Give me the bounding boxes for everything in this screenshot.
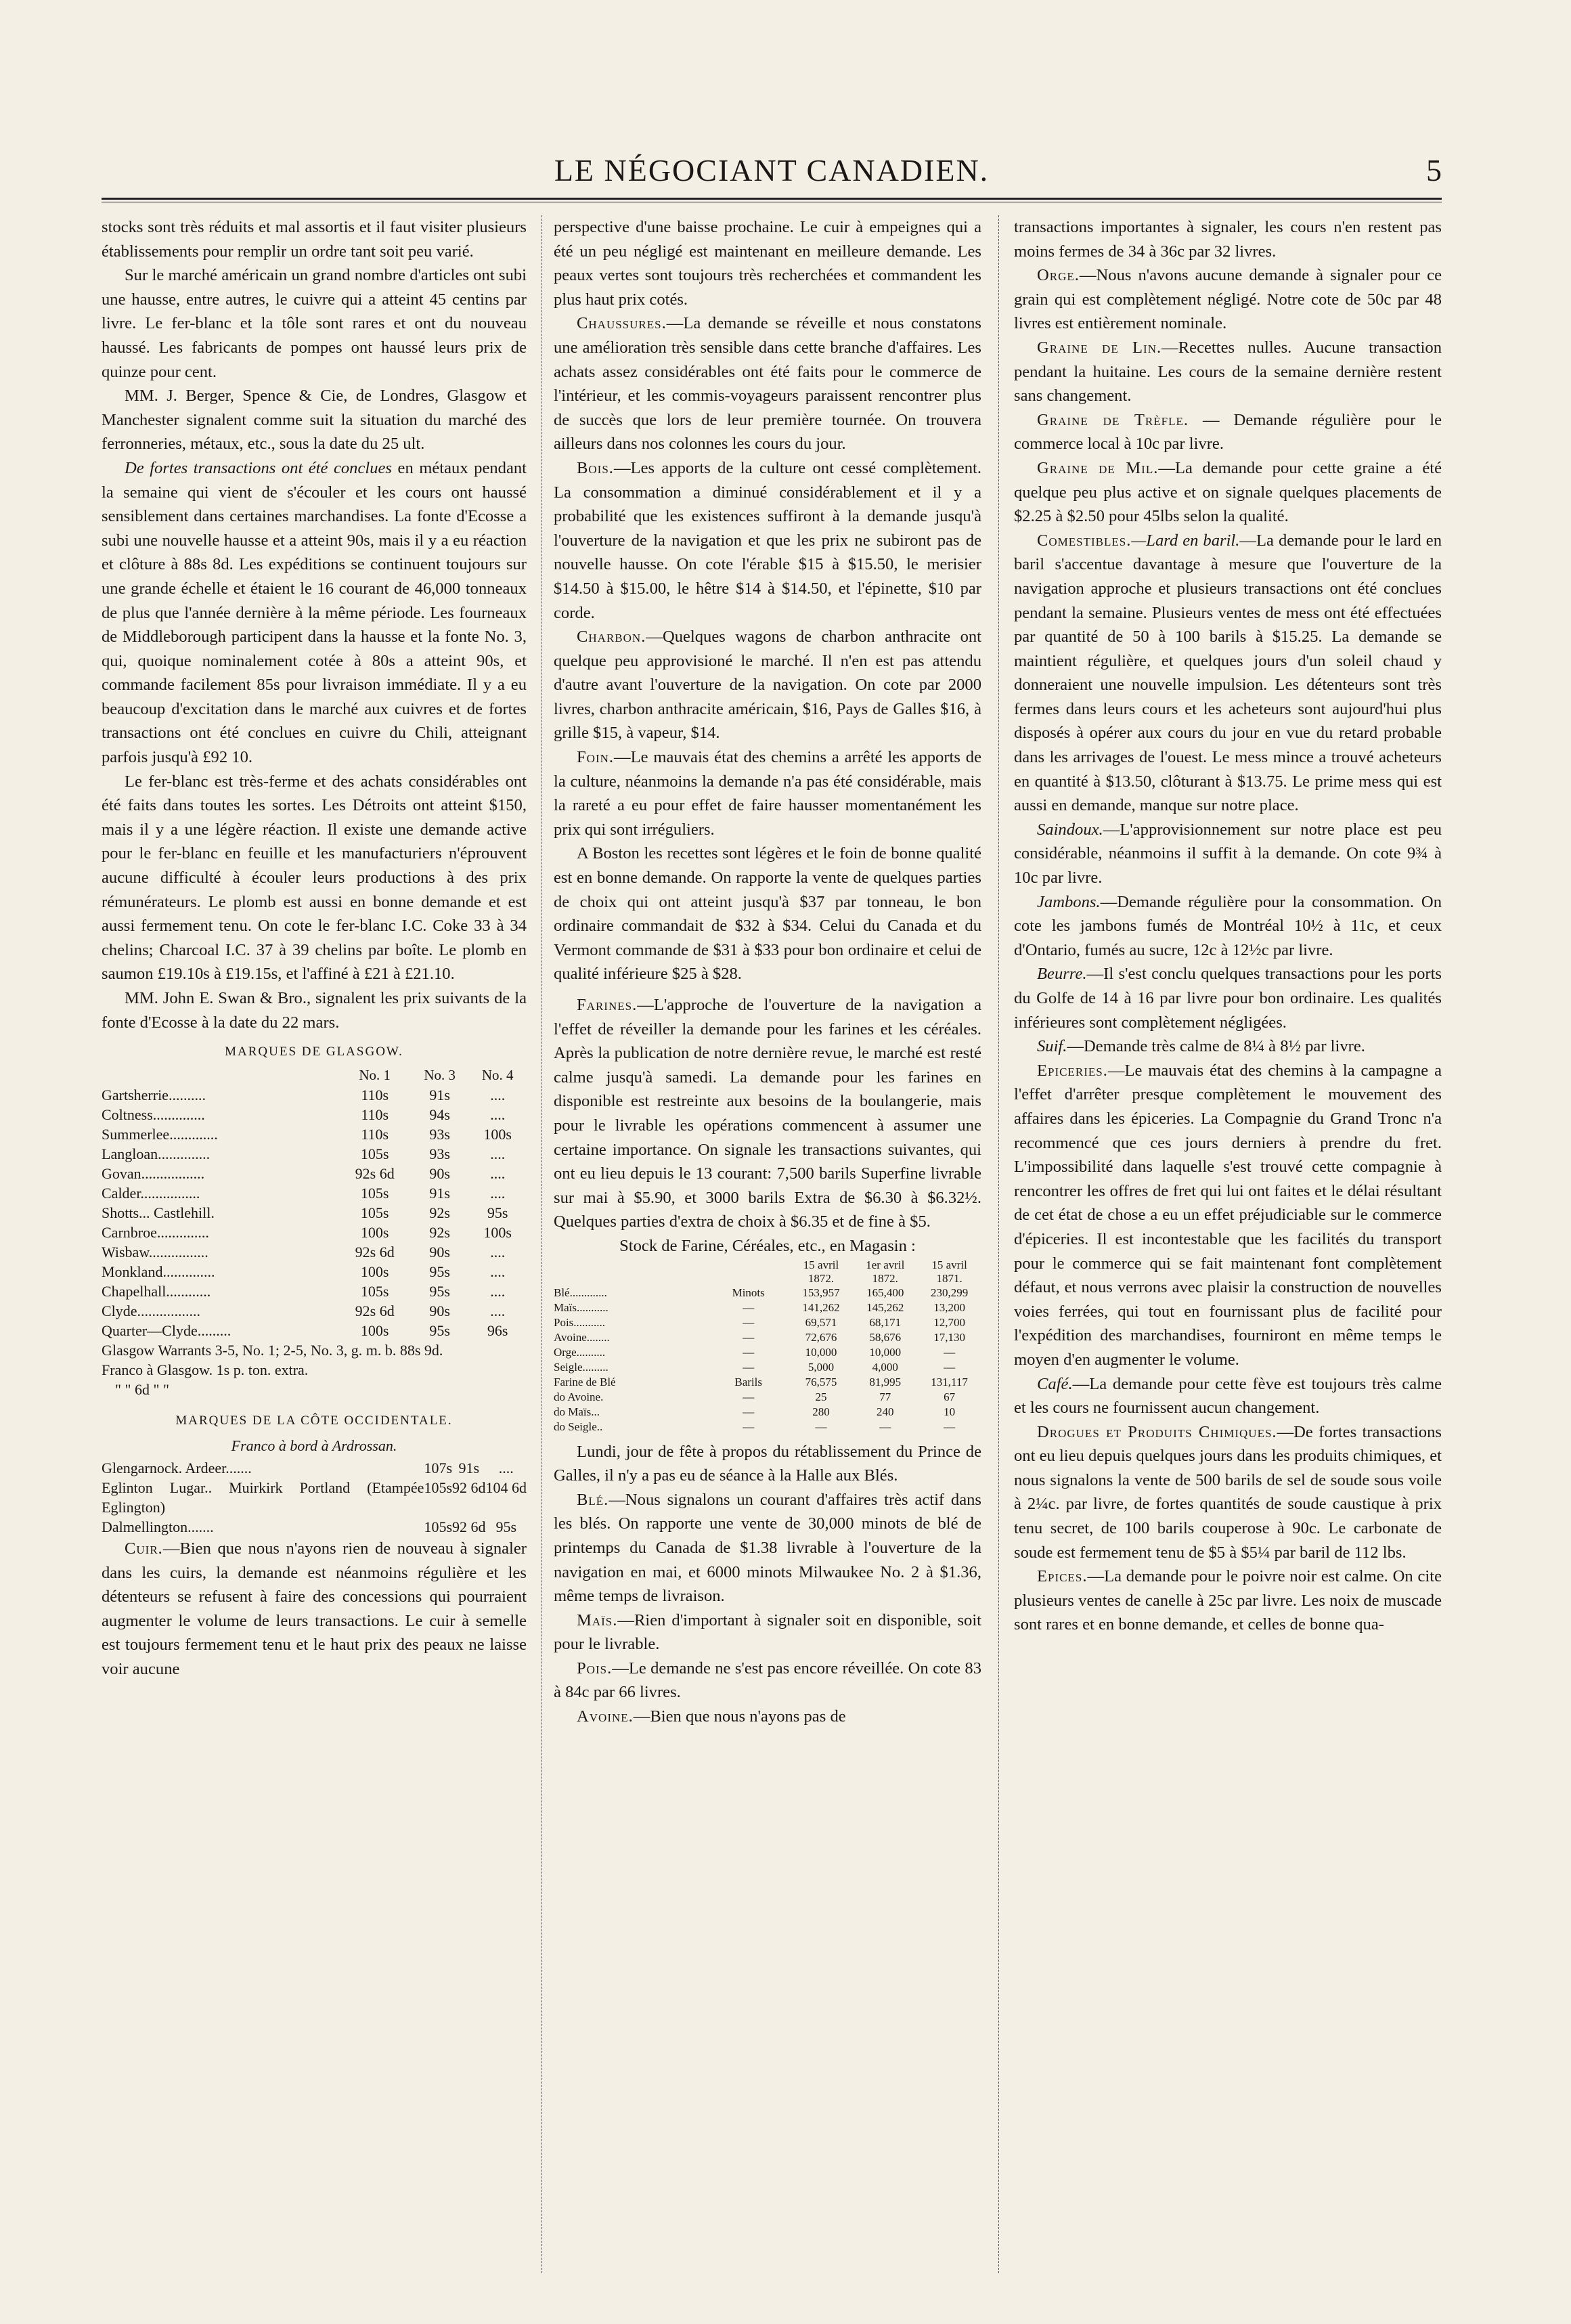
table-row	[102, 1242, 527, 1262]
paragraph-text: —L'approvisionnement sur notre place est peu considérable, néanmoins il suffit à la demande. On cote 9¾ à 10c par livre.	[1014, 820, 1442, 887]
value-cell: —	[743, 1360, 755, 1374]
section-lead: Suif.	[1037, 1037, 1067, 1056]
table-header-row	[102, 1066, 527, 1085]
value-cell: —	[743, 1405, 755, 1418]
paragraph	[1014, 1034, 1442, 1059]
row-label-cell: Clyde.................	[102, 1302, 201, 1319]
value-cell: 105s	[360, 1204, 389, 1221]
value-cell: 76,575	[805, 1375, 837, 1388]
value-cell: 69,571	[805, 1315, 837, 1329]
table-row	[102, 1085, 527, 1105]
value-cell: 95s	[495, 1518, 517, 1535]
paragraph-text: —Bien que nous n'ayons pas de	[633, 1707, 846, 1726]
italic-lead: De fortes transactions ont été conclues	[125, 458, 393, 477]
table-header-row	[554, 1258, 981, 1286]
row-label-cell: Pois...........	[554, 1315, 606, 1329]
paragraph-text: —Le mauvais état des chemins à la campagne a l'effet d'arrêter presque complètement le mouvement des affaires dans les épiceries. La Compagnie du Grand Tronc n'a recommencé que ces jours derniers à prendre du fret. L'impossibilité dans laquelle s'est trouvé cette compagnie à rencontrer les offres de fret qui lui ont faites et le délai résultant de cet état de chose a eu un effet préjudiciable sur le commerce d'épiceries. Il est incontestable que les facilités du transport pour le commerce qui se fait maintenant font complètement défaut, et nous verrons avec plaisir la construction de nouvelles voies ferrées, qui tout en fournissant plus de facilité pour l'expédition des marchandises, fourniront en même temps le moyen d'en augmenter le volume.	[1014, 1061, 1442, 1369]
paragraph	[1014, 456, 1442, 529]
section-lead: Blé.	[577, 1490, 609, 1509]
stock-table-title: Stock de Farine, Céréales, etc., en Magasin :	[619, 1236, 916, 1255]
row-label-cell: Coltness..............	[102, 1105, 205, 1123]
value-cell: 93s	[429, 1145, 450, 1162]
section-lead: Drogues et Produits Chimiques.	[1037, 1422, 1277, 1441]
value-cell: 93s	[429, 1125, 450, 1143]
row-label-cell: Seigle.........	[554, 1360, 609, 1374]
value-cell: 100s	[483, 1125, 512, 1143]
paragraph-text: —Demande très calme de 8¼ à 8½ par livre.	[1067, 1037, 1365, 1056]
west-coast-table-title: MARQUES DE LA CÔTE OCCIDENTALE.	[175, 1413, 453, 1428]
value-cell: 10,000	[869, 1345, 902, 1359]
table-header-cell: No. 3	[424, 1066, 456, 1083]
paragraph-text: —Nous n'avons aucune demande à signaler pour ce grain qui est complètement négligé. Notre cote de 50c par 48 livres est entièrement nominale.	[1014, 266, 1442, 333]
paragraph-text: —L'approche de l'ouverture de la navigation a l'effet de réveiller la demande pour les farines et les céréales. Après la publication de notre dernière revue, le marché est resté calme jusqu'à samedi. La demande pour les farines en disponible est restreinte aux besoins de la boulangerie, mais pour le livrable les opérations commencent à assumer une certaine importance. On signale les transactions suivantes, qui ont eu lieu depuis le 13 courant: 7,500 barils Superfine livrable sur mai à $5.90, et 3000 barils Extra de $6.30 à $6.32½. Quelques parties d'extra de choix à $6.35 et de fine à $5.	[554, 996, 981, 1231]
paragraph: perspective d'une baisse prochaine. Le cuir à empeignes qui a été un peu négligé est maintenant en meilleure demande. Les peaux vertes sont toujours très recherchées et commandent les plus haut prix cotés.	[554, 218, 981, 309]
table-row	[554, 1375, 981, 1390]
table-row	[102, 1301, 527, 1321]
row-label-cell: Govan.................	[102, 1164, 205, 1182]
paragraph	[102, 456, 527, 770]
west-coast-price-table	[102, 1458, 527, 1537]
row-label-cell: Langloan..............	[102, 1145, 211, 1162]
value-cell: 94s	[429, 1105, 450, 1123]
paragraph	[1014, 1420, 1442, 1565]
paragraph-text: —Les apports de la culture ont cessé complètement. La consommation a diminué considérablement et il y a probabilité que les existences suffiront à la demande jusqu'à l'ouverture de la navigation et que les prix ne subiront pas de nouvelle hausse. On cote l'érable $15 à $15.50, le merisier $14.50 à $15.00, le hêtre $14 à $14.50, et l'épinette, $10 par corde.	[554, 458, 981, 622]
paragraph	[1014, 962, 1442, 1034]
paragraph: MM. John E. Swan & Bro., signalent les prix suivants de la fonte d'Ecosse à la date du 22 mars.	[102, 989, 527, 1032]
value-cell: ....	[490, 1282, 506, 1300]
table-body	[102, 1085, 527, 1340]
paragraph-text: —Quelques wagons de charbon anthracite ont quelque peu approvisioné le marché. Il n'en est pas attendu d'autre avant l'ouverture de la navigation. On cote par 2000 livres, charbon anthracite américain, $16, Pays de Galles $16, à grille $15, à vapeur, $14.	[554, 628, 981, 743]
table-header-cell: No. 1	[359, 1066, 391, 1083]
section-lead: Café.	[1037, 1374, 1073, 1393]
paragraph	[1014, 1059, 1442, 1372]
paragraph-text: —Bien que nous n'ayons rien de nouveau à signaler dans les cuirs, la demande est néanmoins régulière et les détenteurs se refusent à faire des concessions qui pourraient augmenter le volume de leurs transactions. Le cuir à semelle est toujours fermement tenu et le haut prix des peaux ne laisse voir aucune	[102, 1539, 527, 1678]
value-cell: Minots	[732, 1286, 765, 1299]
table-row	[102, 1183, 527, 1203]
row-label-cell: Orge..........	[554, 1345, 606, 1359]
value-cell: 95s	[429, 1321, 450, 1339]
header-rule	[102, 198, 1442, 202]
table-header-cell: 1er avril 1872.	[866, 1258, 905, 1285]
value-cell: 100s	[360, 1263, 389, 1280]
section-lead: Cuir.	[125, 1539, 163, 1558]
value-cell: 131,117	[931, 1375, 968, 1388]
paragraph-text: en métaux pendant la semaine qui vient de s'écouler et les cours ont haussé sensiblement dans certaines marchandises. La fonte d'Ecosse a subi une nouvelle hausse et a atteint 90s, mais il y a eu réaction et clôture à 88s 8d. Les expéditions se continuent toujours sur une grande échelle et étaient le 16 courant de 46,000 tonneaux de plus que l'année dernière à la même période. Les fourneaux de Middleborough participent dans la hausse et la fonte No. 3, qui, quoique nominalement cotée à 80s a atteint 90s, et commande facilement 85s pour livraison immédiate. Il y a eu beaucoup d'excitation dans le marché aux cuivres et de fortes transactions ont été conclues en cuivre du Chili, atteignant parfois jusqu'à £92 10.	[102, 458, 527, 767]
paragraph	[1014, 263, 1442, 336]
value-cell: 141,262	[802, 1300, 840, 1314]
table-row	[554, 1286, 981, 1300]
section-lead: Foin.	[577, 748, 615, 767]
value-cell: ....	[490, 1302, 506, 1319]
value-cell: ....	[490, 1263, 506, 1280]
value-cell: —	[944, 1360, 956, 1374]
value-cell: ....	[490, 1184, 506, 1202]
value-cell: 104 6d	[485, 1478, 527, 1496]
value-cell: —	[743, 1330, 755, 1344]
value-cell: 92 6d	[452, 1478, 486, 1496]
row-label-cell: Glengarnock. Ardeer.......	[102, 1459, 252, 1476]
row-label-cell: Maïs...........	[554, 1300, 609, 1314]
paragraph	[1014, 408, 1442, 456]
value-cell: 110s	[361, 1086, 389, 1103]
table-row	[554, 1360, 981, 1375]
value-cell: 91s	[458, 1459, 480, 1476]
value-cell: 72,676	[805, 1330, 837, 1344]
section-lead: Graine de Lin.	[1037, 338, 1162, 357]
row-label-cell: Calder................	[102, 1184, 200, 1202]
value-cell: 12,700	[933, 1315, 965, 1329]
paragraph	[102, 1537, 527, 1682]
row-label-cell: Blé.............	[554, 1286, 607, 1299]
table-row	[102, 1458, 527, 1478]
section-lead: Epiceries.	[1037, 1061, 1108, 1080]
paragraph	[554, 1608, 981, 1657]
value-cell: 105s	[424, 1518, 452, 1535]
column-divider	[541, 215, 542, 2273]
value-cell: 230,299	[930, 1286, 969, 1299]
paragraph	[554, 993, 981, 1234]
value-cell: ....	[490, 1086, 506, 1103]
value-cell: 81,995	[869, 1375, 902, 1388]
stock-table	[554, 1258, 981, 1434]
paragraph	[554, 1657, 981, 1705]
section-lead: Pois.	[577, 1659, 613, 1678]
table-row	[554, 1405, 981, 1420]
masthead-title: LE NÉGOCIANT CANADIEN.	[554, 153, 990, 188]
paragraph	[1014, 529, 1442, 818]
paragraph-text: —De fortes transactions ont eu lieu depuis quelques jours dans les produits chimiques, et nous signalons la vente de 500 barils de sel de soude sous voile à 2¼c. par livre, de fortes quantités de soude caustique à prix tenu secret, de 100 barils couperose à 90c. Le carbonate de soude est fermement tenu de $5 à $5¼ par baril de 112 lbs.	[1014, 1422, 1442, 1562]
column-2	[554, 215, 981, 2273]
paragraph-text: —Demande régulière pour la consommation. On cote les jambons fumés de Montréal 10½ à 11c, et ceux d'Ontario, fumés au sucre, 12c à 12½c par livre.	[1014, 892, 1442, 959]
value-cell: —	[743, 1420, 755, 1433]
value-cell: 90s	[429, 1243, 450, 1260]
value-cell: 58,676	[869, 1330, 902, 1344]
row-label-cell: Quarter—Clyde.........	[102, 1321, 231, 1339]
table-row	[554, 1300, 981, 1315]
paragraph: MM. J. Berger, Spence & Cie, de Londres, Glasgow et Manchester signalent comme suit la situation du marché des ferronneries, métaux, etc., sous la date du 25 ult.	[102, 387, 527, 454]
table-row	[102, 1124, 527, 1144]
value-cell: 240	[877, 1405, 894, 1418]
value-cell: 95s	[429, 1263, 450, 1280]
italic-lead: —Lard en baril.	[1131, 531, 1240, 550]
value-cell: 92s 6d	[355, 1302, 395, 1319]
section-lead: Avoine.	[577, 1707, 634, 1726]
column-3	[1014, 215, 1442, 2273]
value-cell: 153,957	[802, 1286, 840, 1299]
paragraph	[554, 1488, 981, 1608]
table-body	[102, 1458, 527, 1537]
value-cell: 90s	[429, 1302, 450, 1319]
value-cell: 105s	[360, 1145, 389, 1162]
paragraph: Le fer-blanc est très-ferme et des achats considérables ont été faits dans toutes les sortes. Les Détroits ont atteint $150, mais il y a une légère réaction. Il existe une demande active pour le fer-blanc en feuille et les manufacturiers n'éprouvent aucune difficulté à écouler leurs productions à des prix rémunérateurs. Le plomb est aussi en bonne demande et est aussi fermement tenu. On cote le fer-blanc I.C. Coke 33 à 34 chelins; Charcoal I.C. 37 à 39 chelins par boîte. Le plomb en saumon £19.10s à £19.15s, et l'affiné à £21 à £21.10.	[102, 772, 527, 984]
value-cell: —	[743, 1315, 755, 1329]
value-cell: —	[743, 1345, 755, 1359]
paragraph: stocks sont très réduits et mal assortis et il faut visiter plusieurs établissements pour remplir un ordre tant soit peu varié.	[102, 218, 527, 261]
table-row	[102, 1262, 527, 1281]
table-header-cell	[554, 1258, 708, 1286]
value-cell: 95s	[487, 1204, 508, 1221]
table-header-cell: 15 avril 1872.	[803, 1258, 839, 1285]
table-header-cell	[102, 1066, 338, 1085]
paragraph: Lundi, jour de fête à propos du rétablissement du Prince de Galles, il n'y a pas eu de séance à la Halle aux Blés.	[554, 1442, 981, 1485]
value-cell: 67	[944, 1390, 956, 1403]
value-cell: 4,000	[872, 1360, 898, 1374]
paragraph-text: — Demande régulière pour le commerce local à 10c par livre.	[1014, 410, 1442, 454]
value-cell: 77	[879, 1390, 891, 1403]
value-cell: 110s	[361, 1125, 389, 1143]
value-cell: 145,262	[866, 1300, 904, 1314]
section-lead: Beurre.	[1037, 965, 1087, 984]
value-cell: 68,171	[869, 1315, 902, 1329]
value-cell: —	[743, 1390, 755, 1403]
value-cell: —	[944, 1420, 956, 1433]
paragraph-text: —Nous signalons un courant d'affaires très actif dans les blés. On rapporte une vente de 30,000 minots de blé de printemps du Canada de $1.38 livrable à l'ouverture de la navigation en mai, et 6000 minots Milwaukee No. 2 à $1.36, même temps de livraison.	[554, 1490, 981, 1606]
table-note: " " 6d " "	[115, 1380, 169, 1398]
value-cell: 100s	[483, 1223, 512, 1241]
value-cell: 100s	[360, 1223, 389, 1241]
value-cell: 105s	[360, 1282, 389, 1300]
value-cell: —	[743, 1300, 755, 1314]
glasgow-price-table	[102, 1066, 527, 1340]
glasgow-table-title: MARQUES DE GLASGOW.	[225, 1045, 403, 1059]
paragraph-text: —La demande pour cette fève est toujours très calme et les cours ne fournissent aucun changement.	[1014, 1374, 1442, 1418]
column-1	[102, 215, 527, 2273]
row-label-cell: Monkland..............	[102, 1263, 215, 1280]
row-label-cell: do Avoine.	[554, 1390, 604, 1403]
value-cell: ....	[490, 1164, 506, 1182]
column-divider	[998, 215, 999, 2273]
table-row	[102, 1517, 527, 1537]
section-lead: Comestibles.	[1037, 531, 1132, 550]
value-cell: 165,400	[866, 1286, 904, 1299]
value-cell: 105s	[360, 1184, 389, 1202]
section-lead: Graine de Trèfle.	[1037, 410, 1189, 429]
paragraph	[1014, 1564, 1442, 1637]
paragraph-text: —La demande pour le lard en baril s'accentue davantage à mesure que l'ouverture de la navigation approche et plusieurs transactions ont été conclues pendant la semaine. Plusieurs ventes de mess ont été effectuées par quantité de 50 à 100 barils à $15.25. La demande se maintient régulière, et quelques jours d'un soleil chaud y donneraient une nouvelle impulsion. Les détenteurs sont très fermes dans leurs cours et les acheteurs sont aujourd'hui plus disposés à opérer aux cours du jour en vue du retard probable dans les arrivages de l'ouest. Le mess mince a trouvé acheteurs en quantité à $13.50, clôturant à $13.75. Le prime mess qui est aussi en demande, manque sur notre place.	[1014, 531, 1442, 815]
paragraph-text: —La demande se réveille et nous constatons une amélioration très sensible dans cette branche d'affaires. Les achats assez considérables ont été faits pour le commerce de l'intérieur, et les commis-voyageurs paraissent rencontrer plus de succès que lors de leur première tournée. On trouvera ailleurs dans nos colonnes les cours du jour.	[554, 314, 981, 454]
value-cell: 13,200	[933, 1300, 965, 1314]
value-cell: 10,000	[805, 1345, 837, 1359]
paragraph	[554, 1705, 981, 1729]
value-cell: 92s	[429, 1223, 450, 1241]
paragraph	[1014, 890, 1442, 963]
value-cell: 280	[812, 1405, 830, 1418]
page-number: 5	[1426, 153, 1442, 188]
section-lead: Charbon.	[577, 628, 646, 646]
value-cell: 91s	[429, 1086, 450, 1103]
paragraph: A Boston les recettes sont légères et le foin de bonne qualité est en bonne demande. On rapporte la vente de quelques parties de choix qui ont atteint jusqu'à $37 par tonneau, le bon ordinaire commandait de $32 à $34. Celui du Canada et du Vermont commande de $31 à $33 pour bon ordinaire et celui de qualité inférieure $25 à $28.	[554, 844, 981, 984]
value-cell: 92s	[429, 1204, 450, 1221]
paragraph: Sur le marché américain un grand nombre d'articles ont subi une hausse, entre autres, le cuivre qui a atteint 45 centins par livre. Le fer-blanc et la tôle sont rares et ont du nouveau haussé. Les fabricants de pompes ont haussé leurs prix de quinze pour cent.	[102, 266, 527, 381]
paragraph-text: —Recettes nulles. Aucune transaction pendant la huitaine. Les cours de la semaine dernière restent sans changement.	[1014, 338, 1442, 405]
paragraph	[554, 625, 981, 745]
row-label-cell: do Seigle..	[554, 1420, 603, 1433]
table-body	[554, 1286, 981, 1434]
paragraph-text: —La demande pour le poivre noir est calme. On cite plusieurs ventes de canelle à 25c par livre. Les noix de muscade sont rares et en bonne demande, et celles de bonne qua-	[1014, 1567, 1442, 1634]
paragraph	[1014, 818, 1442, 890]
value-cell: ....	[498, 1459, 514, 1476]
table-row	[554, 1345, 981, 1360]
section-lead: Graine de Mil.	[1037, 458, 1159, 477]
paragraph	[554, 311, 981, 456]
value-cell: 10	[944, 1405, 956, 1418]
table-header-cell: 15 avril 1871.	[931, 1258, 967, 1285]
value-cell: 91s	[429, 1184, 450, 1202]
table-row	[554, 1315, 981, 1330]
section-lead: Saindoux.	[1037, 820, 1103, 839]
value-cell: 96s	[487, 1321, 508, 1339]
table-row	[102, 1105, 527, 1124]
value-cell: 95s	[429, 1282, 450, 1300]
table-row	[554, 1330, 981, 1345]
table-header-cell: No. 4	[481, 1066, 514, 1083]
paragraph	[1014, 1372, 1442, 1420]
row-label-cell: Avoine........	[554, 1330, 610, 1344]
paragraph	[1014, 336, 1442, 408]
row-label-cell: Eglinton Lugar.. Muirkirk Portland (Etampée Eglington)	[102, 1478, 424, 1516]
section-lead: Bois.	[577, 458, 614, 477]
west-coast-subtitle: Franco à bord à Ardrossan.	[231, 1437, 397, 1455]
value-cell: —	[944, 1345, 956, 1359]
section-lead: Chaussures.	[577, 314, 667, 333]
value-cell: 92s 6d	[355, 1164, 395, 1182]
table-row	[102, 1144, 527, 1164]
value-cell: 17,130	[933, 1330, 965, 1344]
row-label-cell: Chapelhall............	[102, 1282, 211, 1300]
table-row	[102, 1478, 527, 1517]
row-label-cell: Farine de Blé	[554, 1375, 616, 1388]
table-note: Glasgow Warrants 3-5, No. 1; 2-5, No. 3, g. m. b. 88s 9d.	[102, 1341, 443, 1359]
page-header	[102, 146, 1442, 193]
value-cell: 25	[815, 1390, 827, 1403]
paragraph-text: —La demande pour cette graine a été quelque peu plus active et on signale quelques placements de $2.25 à $2.50 pour 45lbs selon la qualité.	[1014, 458, 1442, 526]
row-label-cell: Dalmellington.......	[102, 1518, 214, 1535]
table-row	[102, 1203, 527, 1223]
paragraph-text: —Rien d'important à signaler soit en disponible, soit pour le livrable.	[554, 1610, 981, 1654]
row-label-cell: Shotts... Castlehill.	[102, 1204, 215, 1221]
row-label-cell: Carnbroe..............	[102, 1223, 209, 1241]
paragraph	[554, 745, 981, 841]
table-row	[102, 1281, 527, 1301]
section-lead: Farines.	[577, 996, 638, 1014]
row-label-cell: Wisbaw................	[102, 1243, 208, 1260]
table-row	[102, 1223, 527, 1242]
paragraph	[554, 456, 981, 625]
value-cell: 92 6d	[452, 1518, 486, 1535]
value-cell: 100s	[360, 1321, 389, 1339]
paragraph-text: —Le demande ne s'est pas encore réveillée. On cote 83 à 84c par 66 livres.	[554, 1659, 981, 1702]
value-cell: 105s	[424, 1478, 452, 1496]
paragraph-text: —Le mauvais état des chemins a arrêté les apports de la culture, néanmoins la demande n'a pas été considérable, mais la rareté a eu pour effet de faire hausser momentanément les prix qui sont irréguliers.	[554, 748, 981, 839]
row-label-cell: do Maïs...	[554, 1405, 600, 1418]
value-cell: —	[815, 1420, 827, 1433]
value-cell: 90s	[429, 1164, 450, 1182]
table-header-cell	[708, 1258, 789, 1286]
row-label-cell: Summerlee.............	[102, 1125, 218, 1143]
table-row	[554, 1390, 981, 1405]
value-cell: ....	[490, 1243, 506, 1260]
row-label-cell: Gartsherrie..........	[102, 1086, 206, 1103]
table-row	[554, 1420, 981, 1434]
value-cell: 92s 6d	[355, 1243, 395, 1260]
value-cell: 110s	[361, 1105, 389, 1123]
section-lead: Epices.	[1037, 1567, 1088, 1586]
value-cell: ....	[490, 1145, 506, 1162]
paragraph-text: —Il s'est conclu quelques transactions pour les ports du Golfe de 14 à 16 par livre pour bon ordinaire. Les qualités inférieures sont complètement négligées.	[1014, 965, 1442, 1032]
value-cell: ....	[490, 1105, 506, 1123]
section-lead: Orge.	[1037, 266, 1080, 285]
table-note: Franco à Glasgow. 1s p. ton. extra.	[102, 1361, 309, 1378]
value-cell: 107s	[424, 1459, 452, 1476]
table-row	[102, 1164, 527, 1183]
value-cell: —	[879, 1420, 891, 1433]
value-cell: 5,000	[807, 1360, 835, 1374]
table-row	[102, 1321, 527, 1340]
paragraph: transactions importantes à signaler, les cours n'en restent pas moins fermes de 34 à 36c par 32 livres.	[1014, 218, 1442, 261]
section-lead: Jambons.	[1037, 892, 1101, 911]
value-cell: Barils	[734, 1375, 762, 1388]
section-lead: Maïs.	[577, 1610, 618, 1629]
